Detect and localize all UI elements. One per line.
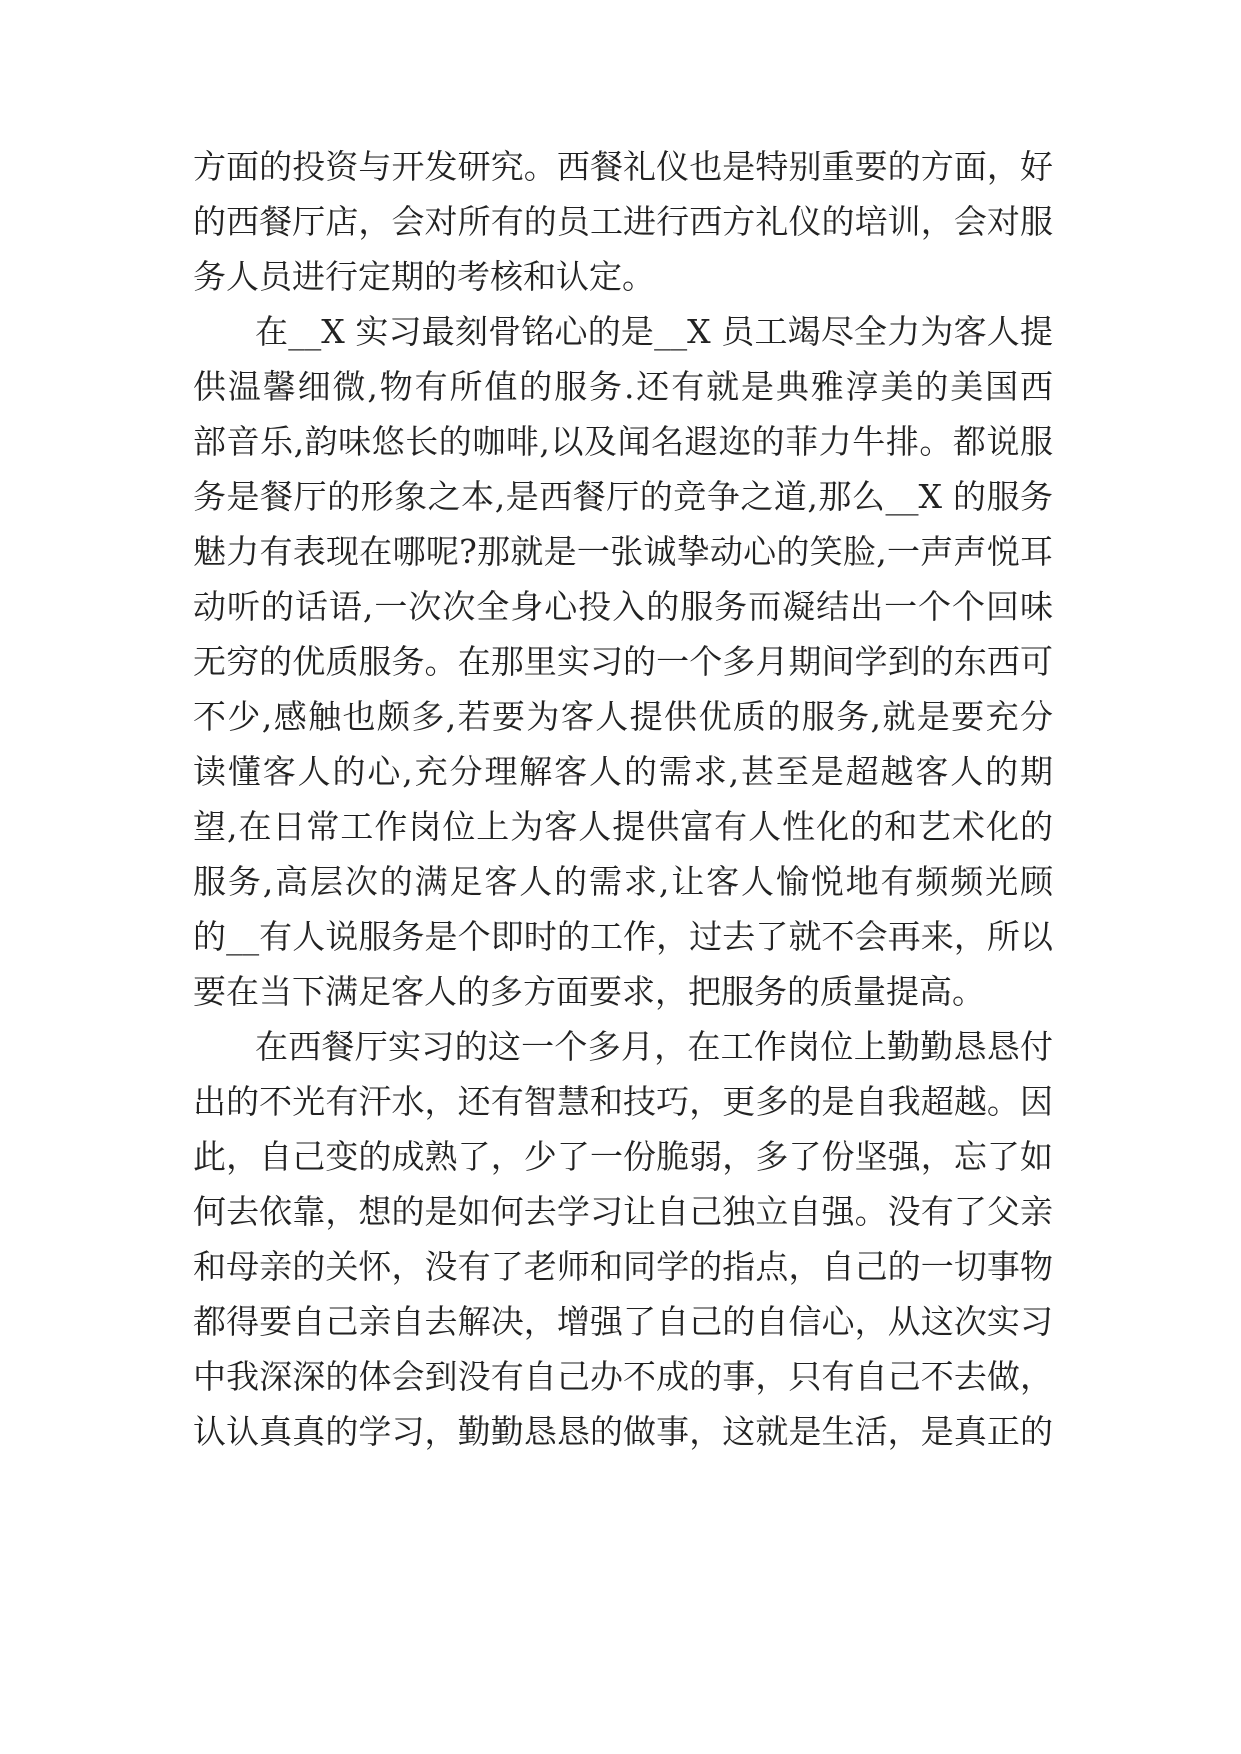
- text-line: 出的不光有汗水，还有智慧和技巧，更多的是自我超越。因: [193, 1082, 1053, 1121]
- text-line: 在__X 实习最刻骨铭心的是__X 员工竭尽全力为客人提: [255, 312, 1053, 351]
- text-line: 部音乐,韵味悠长的咖啡,以及闻名遐迩的菲力牛排。都说服: [193, 422, 1053, 461]
- text-line: 务是餐厅的形象之本,是西餐厅的竞争之道,那么__X 的服务: [193, 477, 1053, 516]
- text-line: 都得要自己亲自去解决，增强了自己的自信心，从这次实习: [193, 1302, 1053, 1341]
- text-line: 供温馨细微,物有所值的服务.还有就是典雅淳美的美国西: [193, 367, 1053, 406]
- text-line: 中我深深的体会到没有自己办不成的事，只有自己不去做，: [193, 1357, 1053, 1396]
- text-line: 的__有人说服务是个即时的工作，过去了就不会再来，所以: [193, 917, 1053, 956]
- text-line: 动听的话语,一次次全身心投入的服务而凝结出一个个回味: [193, 587, 1053, 626]
- text-line: 此，自己变的成熟了，少了一份脆弱，多了份坚强，忘了如: [193, 1137, 1053, 1176]
- text-line: 望,在日常工作岗位上为客人提供富有人性化的和艺术化的: [193, 807, 1053, 846]
- text-line: 认认真真的学习，勤勤恳恳的做事，这就是生活，是真正的: [193, 1412, 1053, 1451]
- text-line: 在西餐厅实习的这一个多月，在工作岗位上勤勤恳恳付: [255, 1027, 1053, 1066]
- text-line: 和母亲的关怀，没有了老师和同学的指点，自己的一切事物: [193, 1247, 1053, 1286]
- text-line: 要在当下满足客人的多方面要求，把服务的质量提高。: [193, 972, 985, 1011]
- text-line: 的西餐厅店，会对所有的员工进行西方礼仪的培训，会对服: [193, 202, 1053, 241]
- text-line: 何去依靠，想的是如何去学习让自己独立自强。没有了父亲: [193, 1192, 1053, 1231]
- text-line: 不少,感触也颇多,若要为客人提供优质的服务,就是要充分: [193, 697, 1053, 736]
- text-line: 读懂客人的心,充分理解客人的需求,甚至是超越客人的期: [193, 752, 1053, 791]
- text-line: 服务,高层次的满足客人的需求,让客人愉悦地有频频光顾: [193, 862, 1053, 901]
- text-line: 无穷的优质服务。在那里实习的一个多月期间学到的东西可: [193, 642, 1053, 681]
- text-line: 方面的投资与开发研究。西餐礼仪也是特别重要的方面，好: [193, 147, 1053, 186]
- text-line: 魅力有表现在哪呢?那就是一张诚挚动心的笑脸,一声声悦耳: [193, 532, 1053, 571]
- text-line: 务人员进行定期的考核和认定。: [193, 257, 655, 296]
